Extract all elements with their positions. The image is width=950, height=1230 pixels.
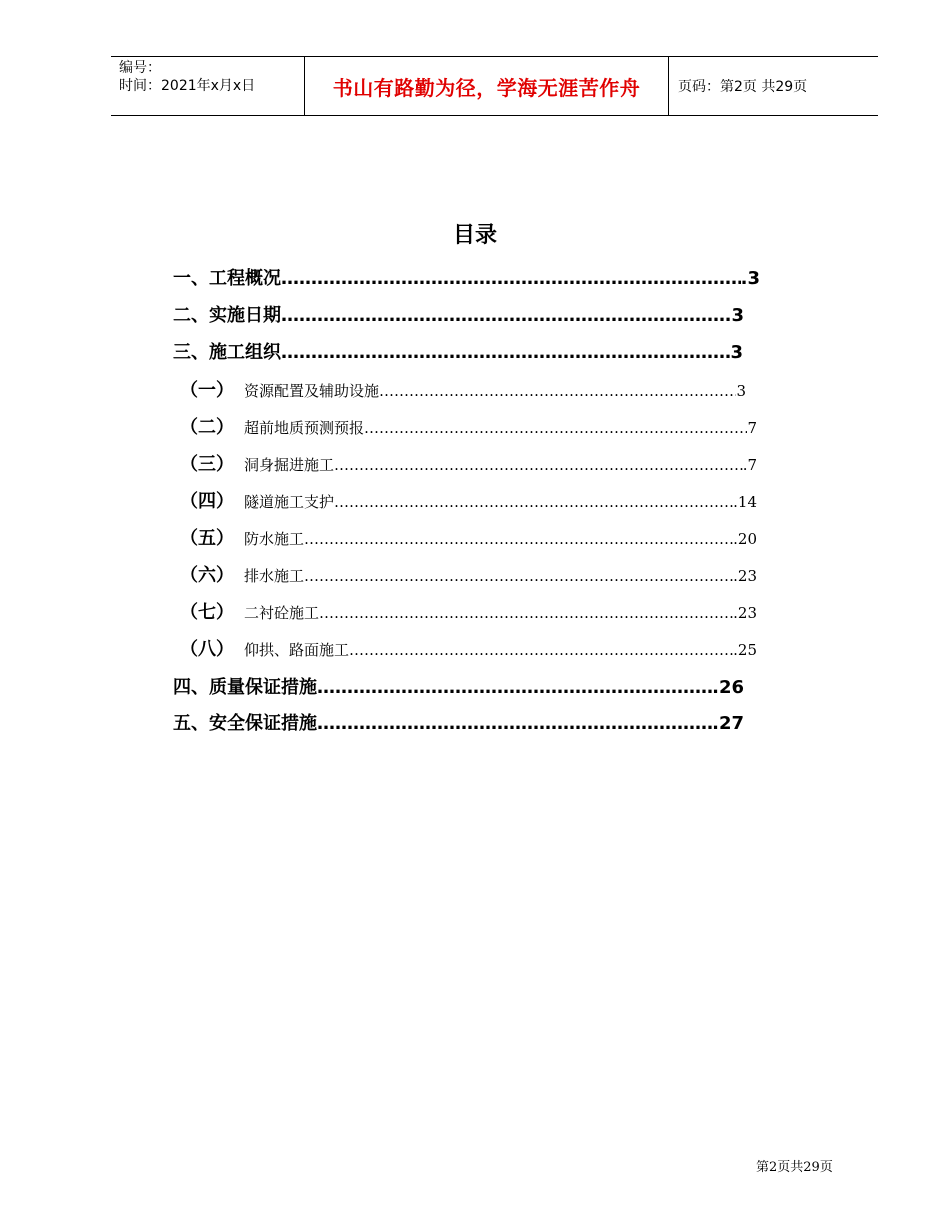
toc-subentry-number: （一） (180, 380, 234, 401)
toc-leader-dots (281, 305, 725, 326)
toc-entry-text: 三、施工组织 (173, 342, 281, 363)
toc-subentry-number: （二） (180, 417, 234, 438)
toc-leader-dots (364, 419, 747, 437)
toc-subentry-text: 二衬砼施工 (244, 604, 320, 622)
toc-entry-page: .27 (712, 713, 744, 734)
toc-entry-page: .3 (724, 305, 744, 326)
toc-subentry[interactable] (180, 524, 757, 550)
toc-entry-text: 二、实施日期 (173, 305, 281, 326)
page-footer: 第2页共29页 (756, 1160, 833, 1175)
toc-subentry[interactable] (180, 635, 757, 661)
toc-subentry[interactable] (180, 598, 757, 624)
toc-subentry-text: 超前地质预测预报 (244, 419, 365, 437)
toc-leader-dots (319, 604, 733, 622)
toc-subentry[interactable] (180, 487, 757, 513)
toc-subentry-page: .25 (733, 641, 757, 659)
toc-subentry-text: 仰拱、路面施工 (244, 641, 350, 659)
toc-subentry-page: .23 (733, 567, 757, 585)
toc-entry-text: 四、质量保证措施 (173, 677, 317, 698)
toc-subentry-number: （六） (180, 565, 234, 586)
toc-subentry-page: 3 (736, 382, 746, 400)
toc-subentry-page: .7 (742, 456, 757, 474)
toc-subentry-page: .14 (733, 493, 757, 511)
header-page-info: 页码：第2页 共29页 (678, 79, 808, 95)
toc-entry-page: 3 (730, 342, 743, 363)
toc-leader-dots (281, 342, 730, 363)
toc-leader-dots (379, 382, 736, 400)
toc-entry[interactable] (173, 338, 743, 364)
toc-subentry-text: 防水施工 (244, 530, 305, 548)
toc-leader-dots (281, 268, 741, 289)
time-label: 时间：2021年x月x日 (119, 78, 256, 94)
serial-number-label: 编号： (119, 60, 161, 76)
toc-subentry-text: 排水施工 (244, 567, 305, 585)
toc-subentry-number: （七） (180, 602, 234, 623)
toc-leader-dots (304, 567, 733, 585)
toc-subentry-number: （五） (180, 528, 234, 549)
toc-title: 目录 (452, 223, 497, 248)
toc-subentry[interactable] (180, 450, 757, 476)
toc-subentry[interactable] (180, 413, 757, 439)
toc-subentry[interactable] (180, 376, 746, 402)
toc-entry-page: .26 (712, 677, 744, 698)
toc-entry-text: 五、安全保证措施 (173, 713, 317, 734)
toc-subentry-text: 隧道施工支护 (244, 493, 335, 511)
toc-entry-page: .3 (740, 268, 760, 289)
toc-leader-dots (317, 677, 712, 698)
toc-subentry-page: 7 (747, 419, 757, 437)
toc-subentry-number: （八） (180, 639, 234, 660)
toc-leader-dots (349, 641, 733, 659)
toc-subentry-page: .23 (733, 604, 757, 622)
toc-leader-dots (334, 493, 733, 511)
toc-subentry-text: 资源配置及辅助设施 (244, 382, 380, 400)
toc-leader-dots (334, 456, 743, 474)
toc-leader-dots (317, 713, 712, 734)
toc-entry[interactable] (173, 264, 760, 290)
header-meta (111, 57, 305, 115)
toc-subentry-number: （四） (180, 491, 234, 512)
toc-entry[interactable] (173, 301, 744, 327)
document-header (111, 56, 878, 116)
toc-subentry-page: .20 (733, 530, 757, 548)
toc-leader-dots (304, 530, 733, 548)
toc-subentry[interactable] (180, 561, 757, 587)
toc-subentry-number: （三） (180, 454, 234, 475)
header-motto: 书山有路勤为径，学海无涯苦作舟 (305, 57, 669, 115)
toc-subentry-text: 洞身掘进施工 (244, 456, 335, 474)
toc-entry[interactable] (173, 709, 744, 735)
toc-entry-text: 一、工程概况 (173, 268, 281, 289)
toc-entry[interactable] (173, 673, 744, 699)
